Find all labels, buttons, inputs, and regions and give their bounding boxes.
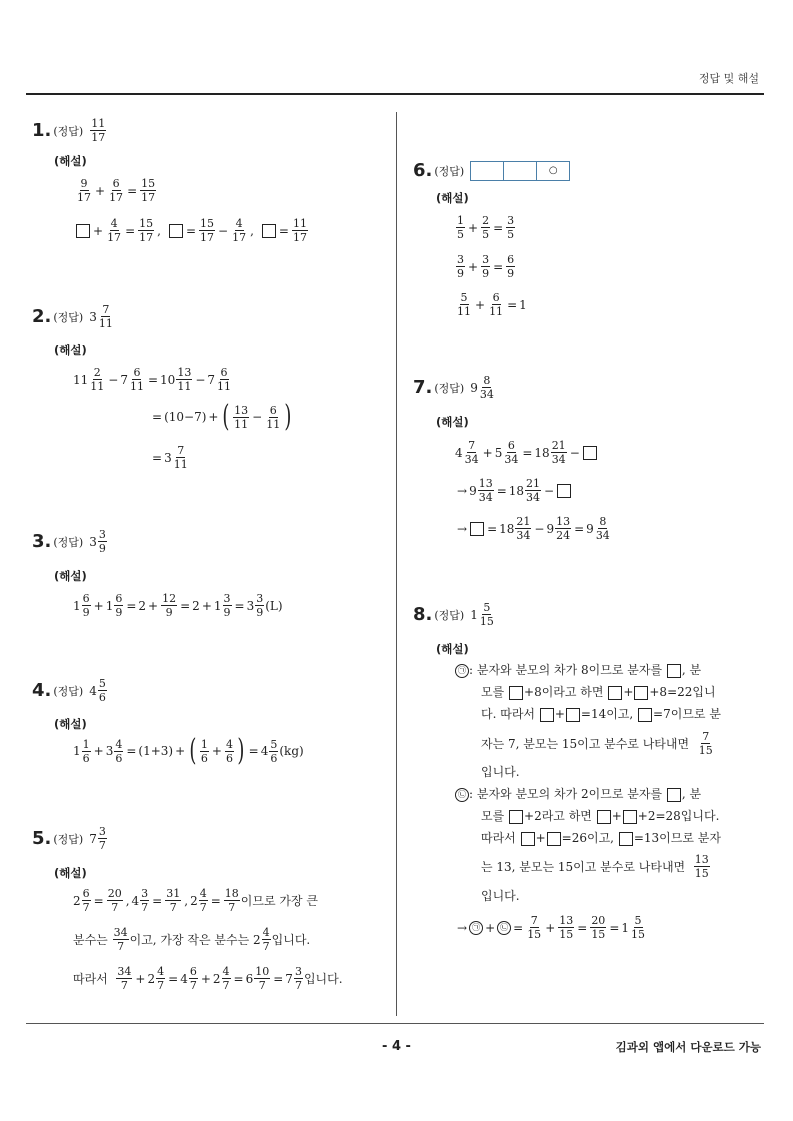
footer-source: 김과외 앱에서 다운로드 가능 <box>615 1040 761 1054</box>
question-2 <box>32 303 115 330</box>
q1-step-1: 9 17 + $\frac{6}{17}$ = $\frac{15}{17}$ <box>77 177 156 204</box>
header-divider <box>26 93 764 95</box>
answer-fraction: 11 17 <box>91 117 106 144</box>
q2-step-1: 11 2 11 − 7 $\frac{6}{11}$ = 10 $\frac{13}{11}$ − 7 $\frac{6}{11}$ <box>73 366 232 393</box>
question-number: 2. <box>32 306 52 327</box>
q8-case-2-line-2: 모를 +2라고 하면 + +2=28입니다. <box>481 809 720 823</box>
q1-step-2: + $\frac{4}{17}$ = $\frac{15}{17}$ , = $\frac{15}{17}$ − $\frac{4}{17}$ , = $\frac{11}{17}$ <box>75 217 309 244</box>
q4-step-1: 1 1 6 + 3 $\frac{4}{6}$ = (1+3) + ( 1 6 + $\frac{4}{6}$ ) = 4 $\frac{5}{6}$ (kg) <box>73 733 304 768</box>
answer-label: (정답) <box>53 535 84 549</box>
q8-case-1-line-4: 자는 7, 분모는 15이고 분수로 나타내면 7 15 <box>481 730 713 757</box>
q6-step-2: 3 9 + $\frac{3}{9}$ = $\frac{6}{9}$ <box>457 253 515 280</box>
question-number: 4. <box>32 680 52 701</box>
question-number: 5. <box>32 828 52 849</box>
q7-step-1: 4 7 34 + 5 $\frac{6}{34}$ = 18 $\frac{21}{34}$ − <box>455 439 598 466</box>
question-number: 7. <box>413 377 433 398</box>
answer-fraction: 5 15 <box>479 601 494 628</box>
q8-case-2-line-1: ㉡ : 분자와 분모의 차가 2이므로 분자를 , 분 <box>455 783 701 805</box>
column-divider <box>396 112 397 1016</box>
answer-fraction: 7 11 <box>98 303 113 330</box>
q8-case-2-line-4: 는 13, 분모는 15이고 분수로 나타내면 13 15 <box>481 853 709 880</box>
q5-step-2: 분수는 34 7 이고, 가장 작은 분수는 2 4 7 입니다. <box>73 926 311 953</box>
header-title: 정답 및 해설 <box>698 72 759 85</box>
q3-step-1: 1 6 9 + 1 $\frac{6}{9}$ = 2 + $\frac{12}{9}$ = 2 + 1 $\frac{3}{9}$ = 3 $\frac{3}{9}$ (L) <box>73 592 283 619</box>
answer-cell <box>504 162 537 180</box>
q8-case-1-line-1: ㉠ : 분자와 분모의 차가 8이므로 분자를 , 분 <box>455 659 701 681</box>
q2-step-2: = (10−7) + ( 13 11 − $\frac{6}{11}$ ) <box>152 399 292 434</box>
q7-step-2: → 9 $\frac{13}{34}$ = 18 $\frac{21}{34}$ − <box>455 477 572 504</box>
explanation-label: (해설) <box>54 569 87 583</box>
question-6 <box>413 160 570 181</box>
question-4 <box>32 677 108 704</box>
q8-case-2-line-5: 입니다. <box>481 889 520 903</box>
explanation-label: (해설) <box>436 642 469 656</box>
answer-label: (정답) <box>434 381 465 395</box>
q6-step-1: 1 5 + $\frac{2}{5}$ = $\frac{3}{5}$ <box>457 214 515 241</box>
q8-case-1-line-2: 모를 +8이라고 하면 + +8=22입니 <box>481 685 716 699</box>
explanation-label: (해설) <box>436 191 469 205</box>
answer-whole: 3 <box>89 309 97 324</box>
answer-cell <box>471 162 504 180</box>
q8-case-1-line-3: 다. 따라서 + =14이고, =7이므로 분 <box>481 707 721 721</box>
q7-step-3: → = 18 $\frac{21}{34}$ − 9 $\frac{13}{24}$ = 9 $\frac{8}{34}$ <box>457 515 610 542</box>
question-7 <box>413 374 496 401</box>
answer-whole: 9 <box>470 380 478 395</box>
answer-cell: ○ <box>548 165 558 176</box>
footer-divider <box>26 1023 764 1024</box>
question-3 <box>32 528 108 555</box>
q8-case-1-line-5: 입니다. <box>481 765 520 779</box>
q2-step-3: = 3 $\frac{7}{11}$ <box>152 444 188 471</box>
answer-fraction: 8 34 <box>479 374 494 401</box>
question-1 <box>32 117 107 144</box>
answer-label: (정답) <box>53 832 84 846</box>
q8-final: → ㉠ + ㉡ = $\frac{7}{15}$ + $\frac{13}{15}$ = $\frac{20}{15}$ = 1 $\frac{5}{15}$ <box>457 914 646 941</box>
explanation-label: (해설) <box>54 717 87 731</box>
q8-case-2-line-3: 따라서 + =26이고, =13이므로 분자 <box>481 831 721 845</box>
answer-whole: 3 <box>89 534 97 549</box>
answer-whole: 4 <box>89 683 97 698</box>
q5-step-1: 2 $\frac{6}{7}$ = $\frac{20}{7}$ , 4 $\frac{3}{7}$ = $\frac{31}{7}$ , 2 $\frac{4}{7}$ = $\frac{18}{7}$ 이므로 가장 큰 <box>73 887 318 914</box>
answer-label: (정답) <box>53 684 84 698</box>
answer-table <box>470 161 570 181</box>
answer-label: (정답) <box>53 124 84 138</box>
explanation-label: (해설) <box>436 415 469 429</box>
answer-whole: 7 <box>89 831 97 846</box>
answer-fraction: 3 9 <box>98 528 106 555</box>
explanation-label: (해설) <box>54 866 87 880</box>
answer-fraction: 3 7 <box>98 825 106 852</box>
question-8 <box>413 601 496 628</box>
answer-label: (정답) <box>434 608 465 622</box>
question-number: 6. <box>413 160 433 181</box>
answer-fraction: 5 6 <box>98 677 106 704</box>
question-number: 8. <box>413 604 433 625</box>
explanation-label: (해설) <box>54 154 87 168</box>
question-number: 3. <box>32 531 52 552</box>
q6-step-3: 5 11 + $\frac{6}{11}$ = 1 <box>457 291 527 318</box>
answer-label: (정답) <box>53 310 84 324</box>
answer-label: (정답) <box>434 164 465 178</box>
q5-step-3: 따라서 34 7 + 2 $\frac{4}{7}$ = 4 $\frac{6}{7}$ + 2 $\frac{4}{7}$ = 6 $\frac{10}{7}$ = 7 $\frac{3}{7}$ 입니다. <box>73 965 343 992</box>
page-number: - 4 - <box>382 1039 411 1054</box>
answer-whole: 1 <box>470 607 478 622</box>
question-5 <box>32 825 108 852</box>
explanation-label: (해설) <box>54 343 87 357</box>
question-number: 1. <box>32 120 52 141</box>
